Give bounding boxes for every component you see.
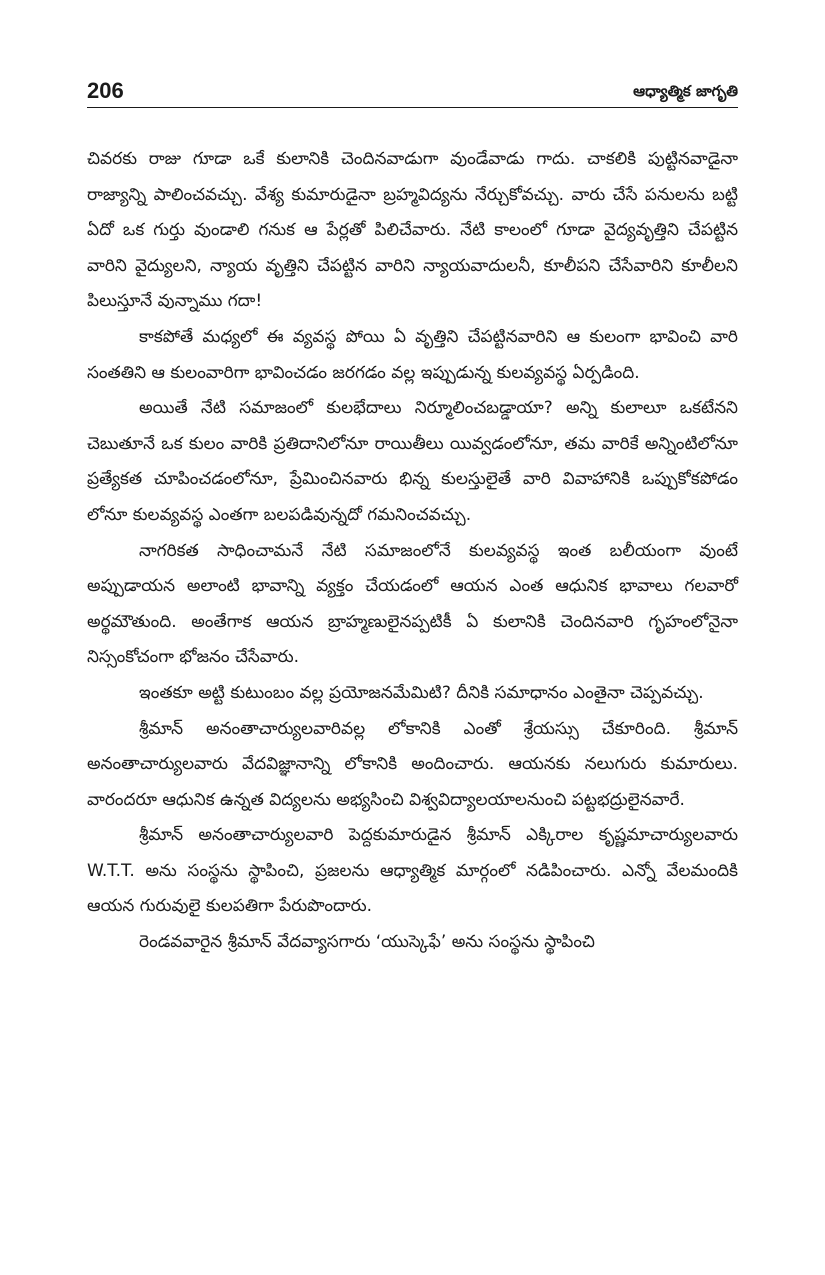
paragraph: కాకపోతే మధ్యలో ఈ వ్యవస్థ పోయి ఏ వృత్తిని చేపట్టినవారిని ఆ కులంగా భావించి వారి సంతతిని ఆ కులంవారిగా భావించడం జరగడం వల్ల ఇప్పుడున్న కులవ్యవస్థ ఏర్పడింది.	[87, 326, 738, 383]
body-text	[87, 142, 738, 961]
paragraph: శ్రీమాన్ అనంతాచార్యులవారివల్ల లోకానికి ఎంతో శ్రేయస్సు చేకూరింది. శ్రీమాన్ అనంతాచార్యులవారు వేదవిజ్ఞానాన్ని లోకానికి అందించారు. ఆయనకు నలుగురు కుమారులు. వారందరూ ఆధునిక ఉన్నత విద్యలను అభ్యసించి విశ్వవిద్యాలయాలనుంచి పట్టభద్రులైనవారే.	[87, 718, 738, 810]
paragraph: రెండవవారైన శ్రీమాన్ వేదవ్యాసగారు ‘యుస్కెఫే’ అను సంస్థను స్థాపించి	[139, 932, 595, 953]
paragraph: శ్రీమాన్ అనంతాచార్యులవారి పెద్దకుమారుడైన శ్రీమాన్ ఎక్కిరాల కృష్ణమాచార్యులవారు W.T.T. అను సంస్థను స్థాపించి, ప్రజలను ఆధ్యాత్మిక మార్గంలో నడిపించారు. ఎన్నో వేలమందికి ఆయన గురువులై కులపతిగా పేరుపొందారు.	[87, 825, 738, 917]
running-title: ఆధ్యాత్మిక జాగృతి	[633, 82, 738, 100]
page-number: 206	[87, 78, 124, 103]
page-header	[87, 78, 738, 106]
paragraph: చివరకు రాజు గూడా ఒకే కులానికి చెందినవాడుగా వుండేవాడు గాదు. చాకలికి పుట్టినవాడైనా రాజ్యాన్ని పాలించవచ్చు. వేశ్య కుమారుడైనా బ్రహ్మవిద్యను నేర్చుకోవచ్చు. వారు చేసే పనులను బట్టి ఏదో ఒక గుర్తు వుండాలి గనుక ఆ పేర్లతో పిలిచేవారు. నేటి కాలంలో గూడా వైద్యవృత్తిని చేపట్టిన వారిని వైద్యులని, న్యాయ వృత్తిని చేపట్టిన వారిని న్యాయవాదులనీ, కూలీపని చేసేవారిని కూలీలని పిలుస్తూనే వున్నాము గదా!	[87, 149, 738, 312]
paragraph: అయితే నేటి సమాజంలో కులభేదాలు నిర్మూలించబడ్డాయా? అన్ని కులాలూ ఒకటేనని చెబుతూనే ఒక కులం వారికి ప్రతిదానిలోనూ రాయితీలు యివ్వడంలోనూ, తమ వారికే అన్నింటిలోనూ ప్రత్యేకత చూపించడంలోనూ, ప్రేమించినవారు భిన్న కులస్తులైతే వారి వివాహానికి ఒప్పుకోకపోడం లోనూ కులవ్యవస్థ ఎంతగా బలపడివున్నదో గమనించవచ్చు.	[87, 398, 738, 525]
paragraph: నాగరికత సాధించామనే నేటి సమాజంలోనే కులవ్యవస్థ ఇంత బలీయంగా వుంటే అప్పుడాయన అలాంటి భావాన్ని వ్యక్తం చేయడంలో ఆయన ఎంత ఆధునిక భావాలు గలవారో అర్థమౌతుంది. అంతేగాక ఆయన బ్రాహ్మణులైనప్పటికీ ఏ కులానికి చెందినవారి గృహంలోనైనా నిస్సంకోచంగా భోజనం చేసేవారు.	[87, 540, 738, 668]
paragraph: ఇంతకూ అట్టి కుటుంబం వల్ల ప్రయోజనమేమిటి? దీనికి సమాధానం ఎంతైనా చెప్పవచ్చు.	[139, 682, 704, 703]
header-rule	[87, 107, 738, 108]
